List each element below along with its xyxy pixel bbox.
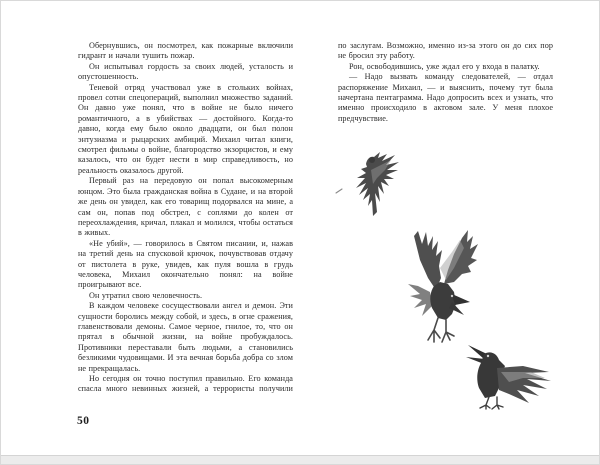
- page-left[interactable]: [1, 1, 300, 453]
- paragraph: Он испытывал гордость за своих людей, усталость и опустошенность.: [78, 61, 293, 82]
- paragraph: Теневой отряд участвовал уже в стольких войнах, провел сотни спецопераций, выполнил множество заданий. Он давно уже понял, что в войне не было ничего романтичного, а в убийствах — достойного. Когда-то давно, когда ему было около двадцати, он был полон энтузиазма и рыцарских амбиций. Михаил читал книги, смотрел фильмы о войне, благородство экзорцистов, и ему казалось, что он будет нести в мир справедливость, но реальность оказалось другой.: [78, 82, 293, 175]
- page-right-text: [338, 41, 553, 124]
- paragraph: В каждом человеке сосуществовали ангел и демон. Эти сущности боролись между собой, и здесь, в огне сражения, главенствовали демоны. Самое черное, гнилое, то, что он прятал в обычной жизни, на войне пробуждалось. Противники переставали быть людьми, а становились безликими чудовищами. И эта вечная борьба добра со злом не прекращалась.: [78, 301, 293, 373]
- paragraph: «Не убий», — говорилось в Святом писании, и, нажав на третий день на спусковой крючок, почувствовав отдачу от пистолета в руке, увидев, как пуля вошла в грудь человека, Михаил окончательно понял: на войне проигрывают все.: [78, 238, 293, 290]
- paragraph: Он утратил свою человечность.: [89, 290, 203, 300]
- page-left-text: [78, 41, 293, 395]
- paragraph: по заслугам. Возможно, именно из-за этого он до сих пор не бросил эту работу.: [338, 41, 553, 61]
- paragraph: Но сегодня он точно поступил правильно. Его команда спасла много невинных жизней, а террористы получили: [78, 374, 293, 394]
- paragraph: Первый раз на передовую он попал высокомерным юнцом. Это была гражданская война в Судане, и на второй же день он увидел, как его товарищ подорвался на мине, а сам он, попав под обстрел, с соплями до колен от переохлаждения, кричал, плакал и молился, чтобы остаться в живых.: [78, 176, 293, 238]
- diving-crow-icon: [400, 228, 480, 352]
- page-number: 50: [77, 415, 90, 427]
- paragraph: — Надо вызвать команду следователей, — отдал распоряжение Михаил, — и выяснить, почему тут была начертана пентаграмма. Надо допросить всех и узнать, что именно происходило в актовом зале. У меня плохое предчувствие.: [338, 72, 553, 123]
- flying-crow-icon: [353, 150, 401, 218]
- reader-bottom-bar: [1, 455, 599, 464]
- ink-speck-icon: [335, 188, 343, 194]
- standing-crow-icon: [461, 342, 553, 410]
- paragraph: Обернувшись, он посмотрел, как пожарные включили гидрант и начали тушить пожар.: [78, 41, 293, 61]
- paragraph: Рон, освободившись, уже ждал его у входа в палатку.: [349, 61, 540, 71]
- page-right[interactable]: [300, 1, 599, 453]
